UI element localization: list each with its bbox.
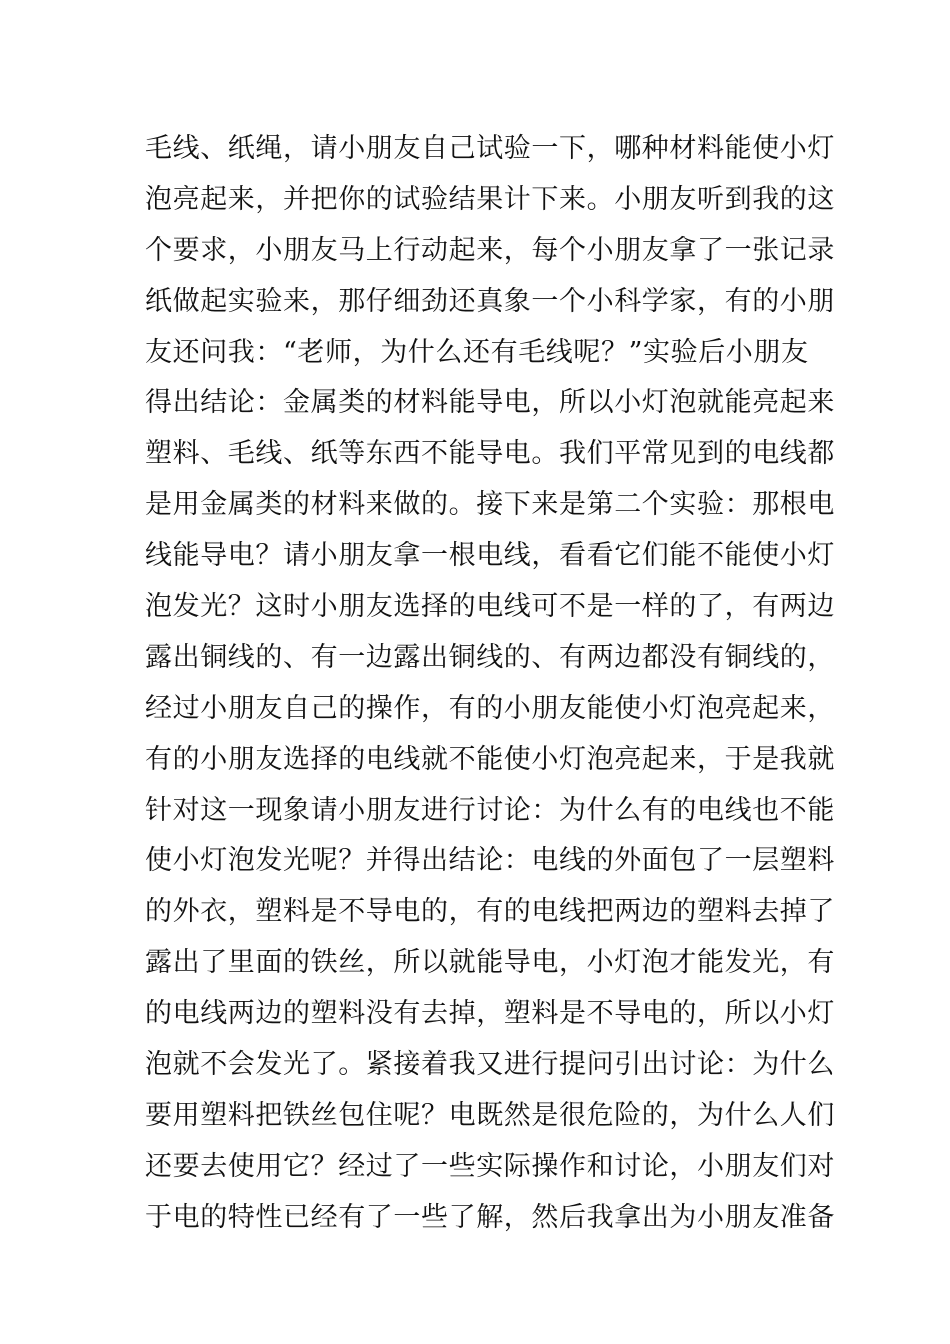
text-line-11: 露出铜线的、有一边露出铜线的、有两边都没有铜线的， <box>145 641 835 673</box>
text-line-2: 泡亮起来，并把你的试验结果计下来。小朋友听到我的这 <box>145 183 835 215</box>
text-line-16: 的外衣，塑料是不导电的，有的电线把两边的塑料去掉了 <box>145 896 835 928</box>
text-line-7: 塑料、毛线、纸等东西不能导电。我们平常见到的电线都 <box>145 438 835 470</box>
text-line-5: 友还问我：“老师，为什么还有毛线呢？”实验后小朋友 <box>145 336 809 368</box>
text-line-18: 的电线两边的塑料没有去掉，塑料是不导电的，所以小灯 <box>145 998 835 1030</box>
text-line-1: 毛线、纸绳，请小朋友自己试验一下，哪种材料能使小灯 <box>145 133 835 164</box>
text-line-8: 是用金属类的材料来做的。接下来是第二个实验：那根电 <box>145 489 835 521</box>
text-line-21: 还要去使用它？经过了一些实际操作和讨论，小朋友们对 <box>145 1150 835 1182</box>
text-line-13: 有的小朋友选择的电线就不能使小灯泡亮起来，于是我就 <box>145 743 835 775</box>
text-line-15: 使小灯泡发光呢？并得出结论：电线的外面包了一层塑料 <box>145 845 835 877</box>
text-line-19: 泡就不会发光了。紧接着我又进行提问引出讨论：为什么 <box>145 1049 835 1081</box>
text-line-17: 露出了里面的铁丝，所以就能导电，小灯泡才能发光，有 <box>145 947 835 979</box>
text-line-9: 线能导电？请小朋友拿一根电线，看看它们能不能使小灯 <box>145 540 835 572</box>
text-line-4: 纸做起实验来，那仔细劲还真象一个小科学家，有的小朋 <box>145 285 835 317</box>
text-line-6: 得出结论：金属类的材料能导电，所以小灯泡就能亮起来 <box>145 387 835 419</box>
text-line-22: 于电的特性已经有了一些了解，然后我拿出为小朋友准备 <box>145 1201 835 1233</box>
text-line-10: 泡发光？这时小朋友选择的电线可不是一样的了，有两边 <box>145 591 835 623</box>
text-line-3: 个要求，小朋友马上行动起来，每个小朋友拿了一张记录 <box>145 234 835 266</box>
text-line-12: 经过小朋友自己的操作，有的小朋友能使小灯泡亮起来， <box>145 692 835 724</box>
text-line-14: 针对这一现象请小朋友进行讨论：为什么有的电线也不能 <box>145 794 835 826</box>
text-line-20: 要用塑料把铁丝包住呢？电既然是很危险的，为什么人们 <box>145 1099 835 1131</box>
body-text <box>145 124 835 1244</box>
